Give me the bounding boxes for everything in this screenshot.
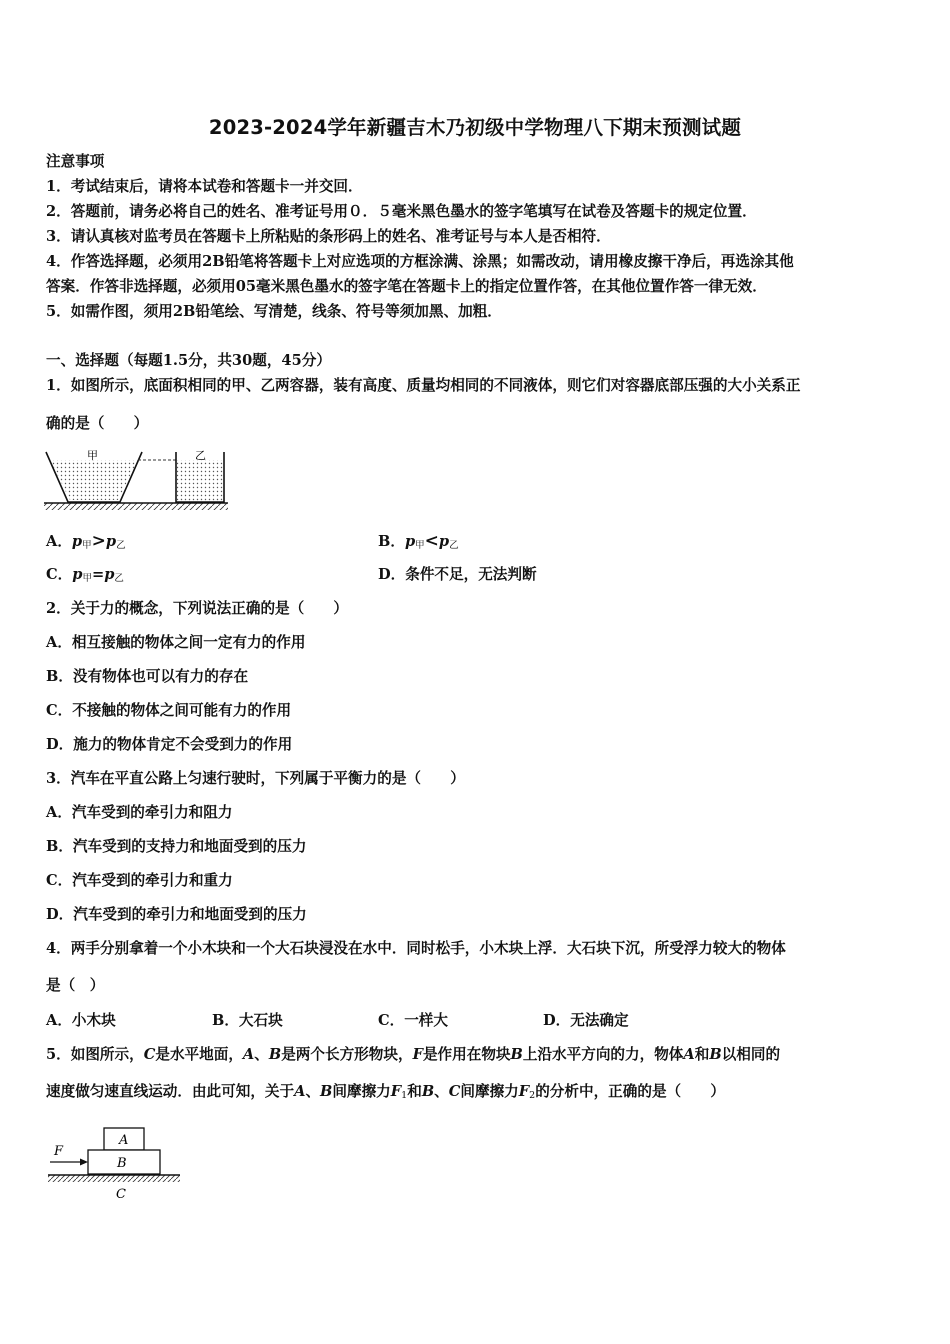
var-c: C	[143, 1046, 156, 1063]
var-b: B	[421, 1083, 435, 1100]
q4-option-b[interactable]: B．大石块	[212, 1012, 283, 1029]
subscript: 甲	[82, 573, 92, 584]
text: 、	[434, 1083, 449, 1100]
q5-blocks-figure	[46, 1124, 186, 1206]
subscript: 1	[401, 1090, 408, 1101]
q2-option-b[interactable]: B．没有物体也可以有力的存在	[46, 668, 249, 685]
var-f: F	[412, 1046, 423, 1063]
relation: =	[91, 566, 105, 583]
var-b: B	[510, 1046, 523, 1063]
page-title: 2023-2024学年新疆吉木乃初级中学物理八下期末预测试题	[208, 116, 742, 139]
notice-item-4: 4．作答选择题，必须用2B铅笔将答题卡上对应选项的方框涂满、涂黑；如需改动，请用橡皮擦干净后，再选涂其他	[46, 253, 794, 270]
q1-option-c[interactable]	[46, 565, 124, 589]
text: 是两个长方形物块，	[281, 1046, 413, 1063]
subscript: 甲	[82, 540, 92, 551]
var-c: C	[448, 1083, 461, 1100]
text: 间摩擦力	[332, 1083, 391, 1100]
q4-option-d[interactable]: D．无法确定	[543, 1012, 629, 1029]
var-b: B	[320, 1083, 333, 1100]
q2-option-d[interactable]: D．施力的物体肯定不会受到力的作用	[46, 736, 293, 753]
q3-option-a[interactable]: A．汽车受到的牵引力和阻力	[46, 804, 233, 821]
q1-option-b[interactable]	[378, 531, 459, 556]
var-b: B	[268, 1046, 282, 1063]
text: 间摩擦力	[460, 1083, 519, 1100]
option-prefix: A．	[46, 533, 72, 550]
var-a: A	[242, 1046, 255, 1063]
subscript: 2	[529, 1090, 536, 1101]
notice-item-5: 5．如需作图，须用2B铅笔绘、写清楚，线条、符号等须加黑、加粗．	[46, 303, 502, 320]
text: 和	[694, 1046, 710, 1063]
subscript: 乙	[114, 573, 124, 584]
label-yi: 乙	[195, 449, 206, 462]
text: 上沿水平方向的力，物体	[522, 1046, 684, 1063]
ground-c-hatch	[48, 1175, 180, 1182]
q1-containers-figure	[44, 446, 230, 512]
q1-option-a[interactable]	[46, 531, 126, 556]
ground-hatch	[44, 503, 228, 510]
text: 5．如图所示，	[46, 1046, 144, 1063]
text: 的分析中，正确的是（ ）	[535, 1083, 725, 1100]
var-a: A	[683, 1046, 695, 1063]
label-jia: 甲	[87, 449, 98, 462]
label-a: A	[119, 1133, 129, 1148]
q5-stem-line1	[46, 1045, 780, 1065]
pressure-symbol: p	[404, 533, 416, 550]
relation: >	[91, 531, 106, 551]
pressure-symbol: p	[438, 533, 450, 550]
q4-stem-line2: 是（ ）	[46, 977, 105, 994]
label-b: B	[117, 1156, 127, 1171]
notice-item-3: 3．请认真核对监考员在答题卡上所粘贴的条形码上的姓名、准考证号与本人是否相符．	[46, 228, 611, 245]
text: 是水平地面，	[155, 1046, 243, 1063]
pressure-symbol: p	[72, 566, 83, 583]
q1-option-d[interactable]: D．条件不足，无法判断	[378, 566, 537, 583]
pressure-symbol: p	[104, 566, 115, 583]
container-yi-liquid	[177, 460, 223, 501]
text: 、	[305, 1083, 321, 1100]
subscript: 乙	[116, 540, 126, 551]
q4-option-a[interactable]: A．小木块	[46, 1012, 116, 1029]
text: 、	[254, 1046, 269, 1063]
notice-item-2: 2．答题前，请务必将自己的姓名、准考证号用０．５毫米黑色墨水的签字笔填写在试卷及答题卡的规定位置．	[46, 203, 757, 220]
q2-option-c[interactable]: C．不接触的物体之间可能有力的作用	[46, 702, 292, 719]
text: 是作用在物块	[422, 1046, 511, 1063]
var-b: B	[709, 1046, 722, 1063]
text: 速度做匀速直线运动．由此可知，关于	[46, 1083, 295, 1100]
subscript: 甲	[415, 540, 425, 551]
q1-stem-line1: 1．如图所示，底面积相同的甲、乙两容器，装有高度、质量均相同的不同液体，则它们对容器底部压强的大小关系正	[46, 377, 801, 394]
option-prefix: B．	[378, 533, 405, 550]
q4-option-c[interactable]: C．一样大	[378, 1012, 448, 1029]
q1-stem-line2: 确的是（ ）	[46, 415, 149, 432]
q2-option-a[interactable]: A．相互接触的物体之间一定有力的作用	[46, 634, 306, 651]
subscript: 乙	[449, 540, 459, 551]
pressure-symbol: p	[105, 533, 117, 550]
notice-item-1: 1．考试结束后，请将本试卷和答题卡一并交回．	[46, 178, 363, 195]
text: 以相同的	[721, 1046, 781, 1063]
q3-option-d[interactable]: D．汽车受到的牵引力和地面受到的压力	[46, 906, 307, 923]
var-a: A	[294, 1083, 306, 1100]
q2-stem: 2．关于力的概念，下列说法正确的是（ ）	[46, 600, 349, 617]
container-jia-liquid	[50, 460, 138, 500]
q5-stem-line2	[46, 1082, 725, 1106]
q3-stem: 3．汽车在平直公路上匀速行驶时，下列属于平衡力的是（ ）	[46, 770, 465, 787]
text: 和	[407, 1083, 422, 1100]
var-f2: F	[518, 1083, 530, 1100]
option-prefix: C．	[46, 566, 73, 583]
label-c: C	[116, 1187, 126, 1202]
label-f: F	[54, 1144, 64, 1159]
var-f1: F	[390, 1083, 402, 1100]
section-heading: 一、选择题（每题1.5分，共30题，45分）	[46, 352, 331, 369]
q4-stem-line1: 4．两手分别拿着一个小木块和一个大石块浸没在水中．同时松手，小木块上浮．大石块下沉，所受浮力较大的物体	[46, 940, 786, 957]
q3-option-c[interactable]: C．汽车受到的牵引力和重力	[46, 872, 233, 889]
q3-option-b[interactable]: B．汽车受到的支持力和地面受到的压力	[46, 838, 307, 855]
notice-item-4-cont: 答案．作答非选择题，必须用05毫米黑色墨水的签字笔在答题卡上的指定位置作答，在其他位置作答一律无效．	[46, 278, 767, 295]
relation: <	[424, 531, 439, 551]
notice-heading: 注意事项	[46, 153, 105, 170]
pressure-symbol: p	[71, 533, 83, 550]
force-f-arrowhead	[80, 1159, 88, 1166]
